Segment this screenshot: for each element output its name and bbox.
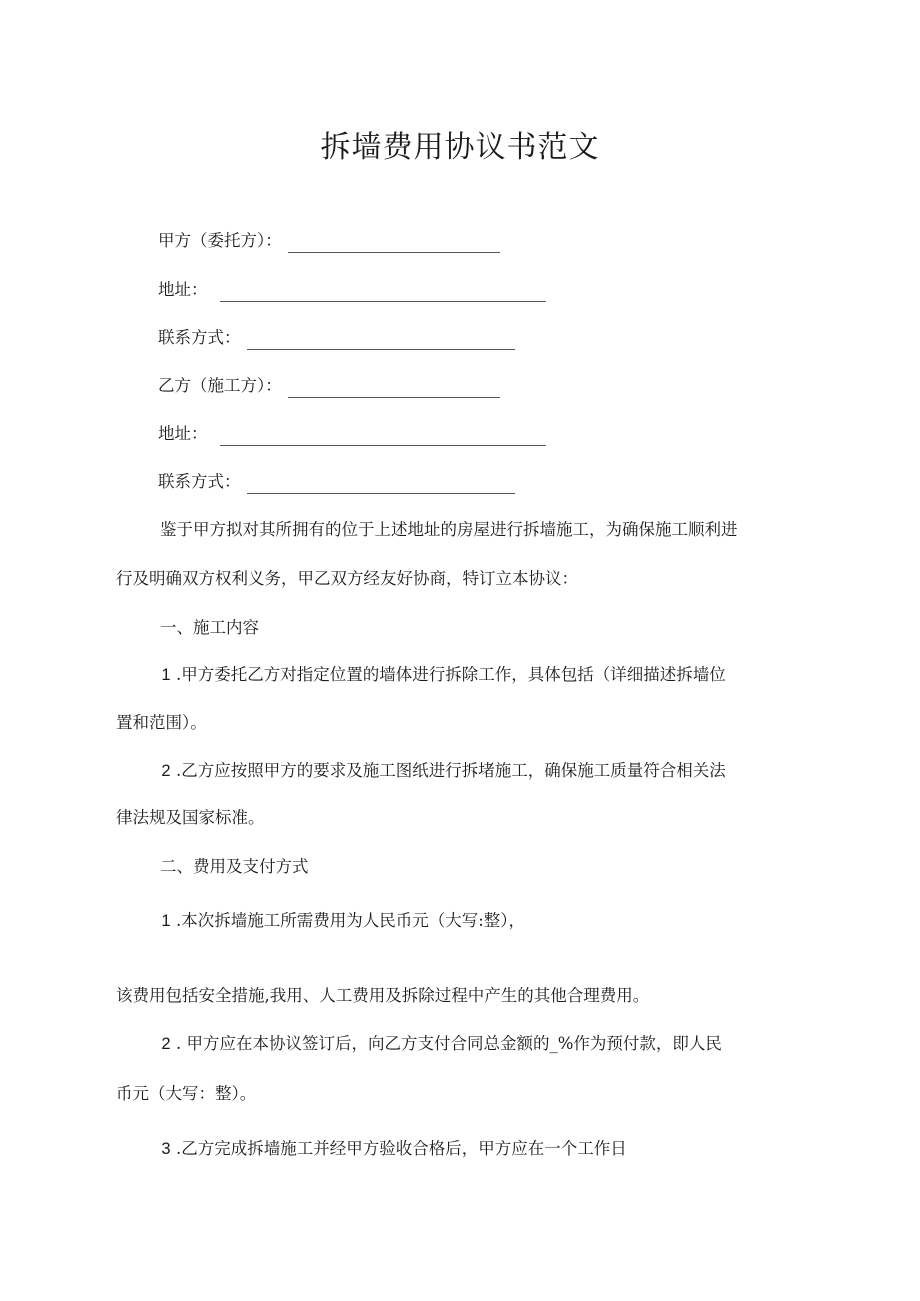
party-b-contact-label: 联系方式： <box>158 472 241 491</box>
party-b-contact-blank[interactable] <box>247 479 515 494</box>
preamble-line-1: 鉴于甲方拟对其所拥有的位于上述地址的房屋进行拆墙施工，为确保施工顺利进 <box>160 520 738 539</box>
preamble-line-2: 行及明确双方权利义务，甲乙双方经友好协商，特订立本协议： <box>116 569 578 588</box>
section-1-item-1-text: .甲方委托乙方对指定位置的墙体进行拆除工作，具体包括（详细描述拆墙位 <box>176 665 726 684</box>
section-2-item-1-number: 1 <box>161 912 171 930</box>
document-title: 拆墙费用协议书范文 <box>320 130 600 165</box>
party-a-address-label: 地址： <box>158 280 208 299</box>
section-1-heading: 一、施工内容 <box>160 618 259 637</box>
section-1-item-1-line-1 <box>156 663 726 687</box>
party-a-contact-label: 联系方式： <box>158 328 241 347</box>
party-b-address-label: 地址： <box>158 424 208 443</box>
section-2-heading: 二、费用及支付方式 <box>160 857 309 876</box>
section-2-item-1-line-2: 该费用包括安全措施,我用、人工费用及拆除过程中产生的其他合理费用。 <box>116 986 650 1005</box>
party-b-contact-field <box>158 470 515 494</box>
section-1-item-2-line-1 <box>156 759 726 783</box>
party-b-address-blank[interactable] <box>220 431 546 446</box>
party-a-address-field <box>158 278 546 302</box>
section-2-item-3-number: 3 <box>161 1140 171 1158</box>
section-2-item-2-text: . 甲方应在本协议签订后，向乙方支付合同总金额的_%作为预付款，即人民 <box>176 1034 722 1053</box>
party-a-contact-blank[interactable] <box>247 335 515 350</box>
party-b-field <box>158 374 500 398</box>
section-2-item-1-text: .本次拆墙施工所需费用为人民币元（大写:整）， <box>176 911 526 930</box>
section-1-item-1-number: 1 <box>161 666 171 684</box>
party-b-label: 乙方（施工方）： <box>158 376 282 395</box>
section-1-item-2-number: 2 <box>161 762 171 780</box>
section-2-item-3-line-1 <box>156 1137 627 1161</box>
party-a-label: 甲方（委托方）： <box>158 231 282 250</box>
section-2-item-1-line-1 <box>156 909 525 933</box>
section-2-item-2-line-2: 币元（大写：整）。 <box>116 1084 257 1103</box>
section-2-item-3-text: .乙方完成拆墙施工并经甲方验收合格后，甲方应在一个工作日 <box>176 1139 627 1158</box>
party-a-field <box>158 229 500 253</box>
section-2-item-2-line-1 <box>156 1032 722 1056</box>
section-2-item-2-number: 2 <box>161 1035 171 1053</box>
party-a-address-blank[interactable] <box>220 287 546 302</box>
party-a-blank[interactable] <box>288 238 500 253</box>
party-b-address-field <box>158 422 546 446</box>
section-1-item-1-line-2: 置和范围）。 <box>116 713 207 732</box>
section-1-item-2-text: .乙方应按照甲方的要求及施工图纸进行拆堵施工，确保施工质量符合相关法 <box>176 761 726 780</box>
section-1-item-2-line-2: 律法规及国家标准。 <box>116 808 265 827</box>
party-b-blank[interactable] <box>288 383 500 398</box>
party-a-contact-field <box>158 326 515 350</box>
